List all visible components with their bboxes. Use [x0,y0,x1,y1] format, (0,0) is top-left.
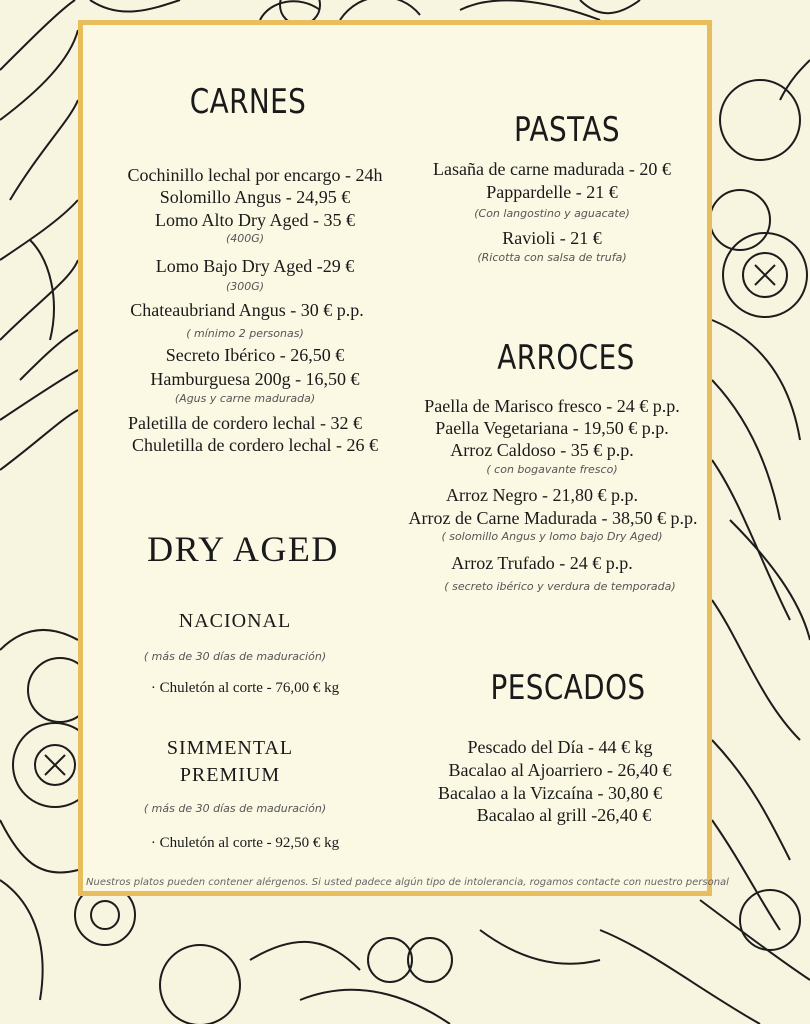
arroces-title: ARROCES [497,338,635,378]
menu-item: Arroz Negro - 21,80 € p.p. [446,485,638,505]
menu-item: Lomo Alto Dry Aged - 35 € [155,210,355,230]
menu-item: Arroz de Carne Madurada - 38,50 € p.p. [408,508,698,528]
menu-item: Secreto Ibérico - 26,50 € [165,345,345,365]
menu-item: Pescado del Día - 44 € kg [467,737,653,757]
menu-note: ( más de 30 días de maduración) [143,802,327,815]
menu-item: Bacalao a la Vizcaína - 30,80 € [438,783,662,803]
menu-item: Arroz Caldoso - 35 € p.p. [450,440,634,460]
pastas-title: PASTAS [514,110,620,150]
menu-note: ( mínimo 2 personas) [186,327,304,340]
carnes-title: CARNES [189,82,307,122]
menu-note: (Agus y carne madurada) [174,392,316,405]
menu-note: (Con langostino y aguacate) [474,207,630,220]
menu-note: (300G) [225,280,265,293]
menu-note: (400G) [225,232,265,245]
menu-note: ( más de 30 días de maduración) [143,650,327,663]
menu-item: Paella de Marisco fresco - 24 € p.p. [424,396,680,416]
menu-item: Pappardelle - 21 € [486,182,618,202]
menu-note: ( con bogavante fresco) [486,463,618,476]
dry-aged-title: DRY AGED [147,529,339,569]
pescados-title: PESCADOS [490,668,646,708]
menu-item: Ravioli - 21 € [502,228,602,248]
menu-item: Bacalao al grill -26,40 € [476,805,652,825]
menu-note: (Ricotta con salsa de trufa) [477,251,627,264]
simmental-title-line2: PREMIUM [179,764,281,786]
menu-item: Solomillo Angus - 24,95 € [159,187,351,207]
menu-item: · Chuletón al corte - 92,50 € kg [150,835,340,851]
menu-item: Lomo Bajo Dry Aged -29 € [155,256,355,276]
menu-item: Lasaña de carne madurada - 20 € [433,159,671,179]
menu-note: ( secreto ibérico y verdura de temporada) [444,580,676,593]
menu-item: Paletilla de cordero lechal - 32 € [128,413,362,433]
allergen-footer: Nuestros platos pueden contener alérgenos. Si usted padece algún tipo de intolerancia, rogamos contacte con nuestro personal [86,877,729,888]
menu-note: ( solomillo Angus y lomo bajo Dry Aged) [441,530,663,543]
menu-item: Cochinillo lechal por encargo - 24h [127,165,383,185]
menu-item: Paella Vegetariana - 19,50 € p.p. [435,418,669,438]
menu-item: Chateaubriand Angus - 30 € p.p. [130,300,364,320]
nacional-title: NACIONAL [178,610,292,632]
menu-item: · Chuletón al corte - 76,00 € kg [150,680,340,696]
menu-item: Arroz Trufado - 24 € p.p. [451,553,633,573]
menu-item: Chuletilla de cordero lechal - 26 € [132,435,378,455]
simmental-title-line1: SIMMENTAL [166,737,294,759]
menu-item: Bacalao al Ajoarriero - 26,40 € [448,760,672,780]
menu-item: Hamburguesa 200g - 16,50 € [150,369,360,389]
